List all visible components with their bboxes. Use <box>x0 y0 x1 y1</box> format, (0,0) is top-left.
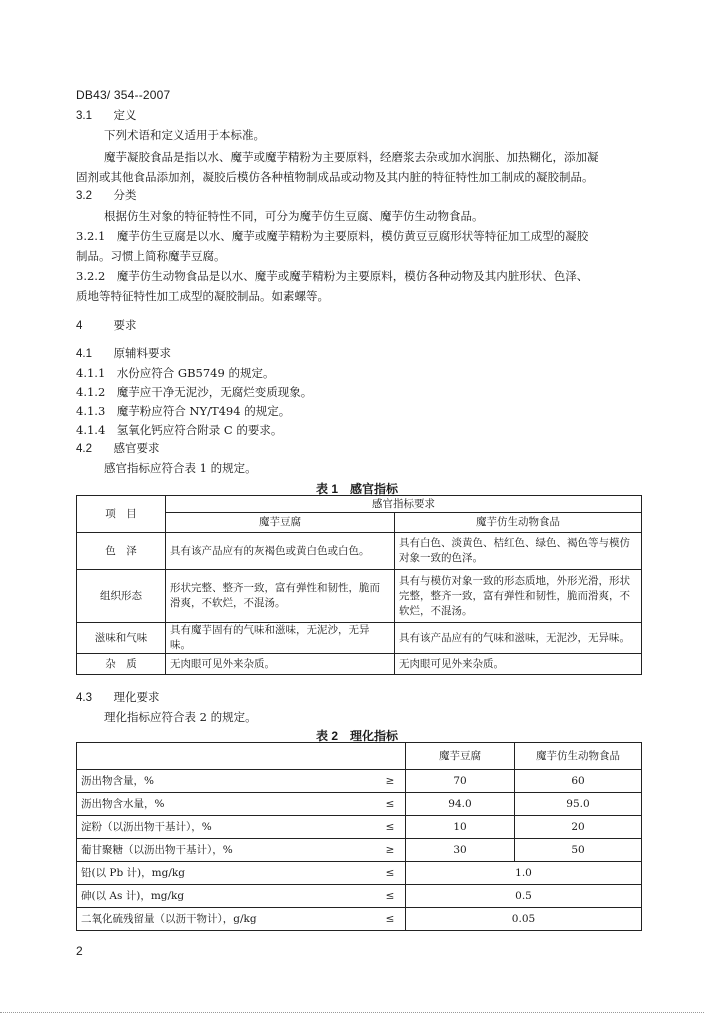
table-cell: 具有该产品应有的灰褐色或黄白色或白色。 <box>166 533 395 570</box>
section-number: 4 <box>76 320 83 332</box>
row-label: 葡甘聚糖（以沥出物干基计），% <box>77 839 376 862</box>
page-number: 2 <box>76 944 83 958</box>
cell-line: 完整，整齐一致，富有弹性和韧性，脆而滑爽，不 <box>399 589 630 602</box>
comparison-symbol: ≤ <box>375 908 406 931</box>
table1-caption: 表 1 感官指标 <box>316 482 399 496</box>
row-label: 组织形态 <box>77 570 166 623</box>
row-label: 沥出物含水量，% <box>77 793 376 816</box>
row-label: 二氧化硫残留量（以沥干物计），g/kg <box>77 908 376 931</box>
section-4-3-heading <box>76 690 160 706</box>
section-title: 定义 <box>113 110 137 122</box>
section-title: 理化要求 <box>113 692 160 704</box>
page-edge-rule <box>0 1012 704 1013</box>
standard-code: DB43/ 354--2007 <box>76 88 171 102</box>
table2-caption: 表 2 理化指标 <box>316 729 399 743</box>
comparison-symbol: ≥ <box>375 839 406 862</box>
comparison-symbol: ≤ <box>375 885 406 908</box>
physicochemical-table <box>76 742 642 931</box>
comparison-symbol: ≤ <box>375 793 406 816</box>
section-3-2-heading <box>76 188 137 204</box>
table-cell: 30 <box>406 839 515 862</box>
section-4-heading <box>76 318 137 334</box>
cell-line: 具有白色、淡黄色、桔红色、绿色、褐色等与模仿 <box>399 537 630 549</box>
table-row <box>77 839 642 862</box>
item-header: 项 目 <box>77 496 166 533</box>
table-cell <box>395 570 642 623</box>
comparison-symbol: ≤ <box>375 816 406 839</box>
row-label: 淀粉（以沥出物干基计），% <box>77 816 376 839</box>
section-number: 3.2 <box>76 190 92 202</box>
table-row <box>77 770 642 793</box>
paragraph: 理化指标应符合表 2 的规定。 <box>104 710 257 724</box>
section-number: 4.3 <box>76 692 92 704</box>
row-label: 沥出物含量，% <box>77 770 376 793</box>
table-row <box>77 908 642 931</box>
table-cell: 0.5 <box>406 885 642 908</box>
table-cell: 60 <box>515 770 642 793</box>
paragraph: 根据仿生对象的特征特性不同，可分为魔芋仿生豆腐、魔芋仿生动物食品。 <box>104 209 484 223</box>
column-header: 魔芋豆腐 <box>166 513 395 533</box>
cell-line: 具有与模仿对象一致的形态质地，外形光滑，形状 <box>399 574 630 587</box>
paragraph: 质地等特征特性加工成型的凝胶制品。如素螺等。 <box>76 289 329 303</box>
section-4-1-heading <box>76 346 171 362</box>
table-row <box>77 654 642 675</box>
table-row <box>77 885 642 908</box>
column-header: 魔芋仿生动物食品 <box>395 513 642 533</box>
table-cell: 具有该产品应有的气味和滋味，无泥沙，无异味。 <box>395 623 642 654</box>
paragraph: 3.2.1 魔芋仿生豆腐是以水、魔芋或魔芋精粉为主要原料，模仿黄豆豆腐形状等特征加工成型的凝胶 <box>76 229 589 243</box>
section-title: 感官要求 <box>113 443 160 455</box>
section-3-1-heading <box>76 108 137 124</box>
cell-line: 软烂，不混汤。 <box>399 604 473 617</box>
table-cell: 94.0 <box>406 793 515 816</box>
table-cell: 具有魔芋固有的气味和滋味，无泥沙，无异味。 <box>166 623 395 654</box>
cell-line: 对象一致的色泽。 <box>399 552 483 564</box>
comparison-symbol: ≤ <box>375 862 406 885</box>
table-row <box>77 623 642 654</box>
column-header: 魔芋仿生动物食品 <box>515 743 642 770</box>
section-number: 3.1 <box>76 110 92 122</box>
paragraph: 下列术语和定义适用于本标准。 <box>104 128 265 142</box>
clause: 4.1.4 氢氧化钙应符合附录 C 的要求。 <box>76 423 283 437</box>
section-number: 4.1 <box>76 348 92 360</box>
row-label: 色 泽 <box>77 533 166 570</box>
section-title: 原辅料要求 <box>113 348 171 360</box>
table-cell <box>395 533 642 570</box>
paragraph: 魔芋凝胶食品是指以水、魔芋或魔芋精粉为主要原料，经磨浆去杂或加水润胀、加热糊化，添加凝 <box>104 150 599 164</box>
table-cell: 1.0 <box>406 862 642 885</box>
table-cell <box>166 570 395 623</box>
table-cell: 70 <box>406 770 515 793</box>
empty-header-cell <box>77 743 406 770</box>
table-cell: 10 <box>406 816 515 839</box>
table-cell: 95.0 <box>515 793 642 816</box>
row-label: 滋味和气味 <box>77 623 166 654</box>
paragraph: 制品。习惯上简称魔芋豆腐。 <box>76 249 226 263</box>
cell-line: 滑爽，不软烂，不混汤。 <box>170 597 286 609</box>
table-cell: 无肉眼可见外来杂质。 <box>166 654 395 675</box>
paragraph: 固剂或其他食品添加剂，凝胶后模仿各种植物制成品或动物及其内脏的特征特性加工制成的凝胶制品。 <box>76 170 594 184</box>
table-row <box>77 570 642 623</box>
cell-line: 形状完整、整齐一致，富有弹性和韧性，脆而 <box>170 582 380 594</box>
section-4-2-heading <box>76 441 160 457</box>
clause: 4.1.1 水份应符合 GB5749 的规定。 <box>76 366 275 380</box>
row-label: 铅(以 Pb 计)，mg/kg <box>77 862 376 885</box>
table-row <box>77 793 642 816</box>
clause: 4.1.2 魔芋应干净无泥沙，无腐烂变质现象。 <box>76 385 313 399</box>
section-number: 4.2 <box>76 443 92 455</box>
table-cell: 50 <box>515 839 642 862</box>
section-title: 要求 <box>113 320 137 332</box>
table-row <box>77 862 642 885</box>
paragraph: 感官指标应符合表 1 的规定。 <box>104 461 257 475</box>
table-cell: 20 <box>515 816 642 839</box>
comparison-symbol: ≥ <box>375 770 406 793</box>
table-row <box>77 816 642 839</box>
sensory-table <box>76 495 642 675</box>
row-label: 砷(以 As 计)，mg/kg <box>77 885 376 908</box>
paragraph: 3.2.2 魔芋仿生动物食品是以水、魔芋或魔芋精粉为主要原料，模仿各种动物及其内脏形状、色泽、 <box>76 269 589 283</box>
clause: 4.1.3 魔芋粉应符合 NY/T494 的规定。 <box>76 404 291 418</box>
column-header: 魔芋豆腐 <box>406 743 515 770</box>
table-cell: 无肉眼可见外来杂质。 <box>395 654 642 675</box>
group-header: 感官指标要求 <box>166 496 642 513</box>
section-title: 分类 <box>113 190 137 202</box>
row-label: 杂 质 <box>77 654 166 675</box>
table-row <box>77 533 642 570</box>
table-cell: 0.05 <box>406 908 642 931</box>
